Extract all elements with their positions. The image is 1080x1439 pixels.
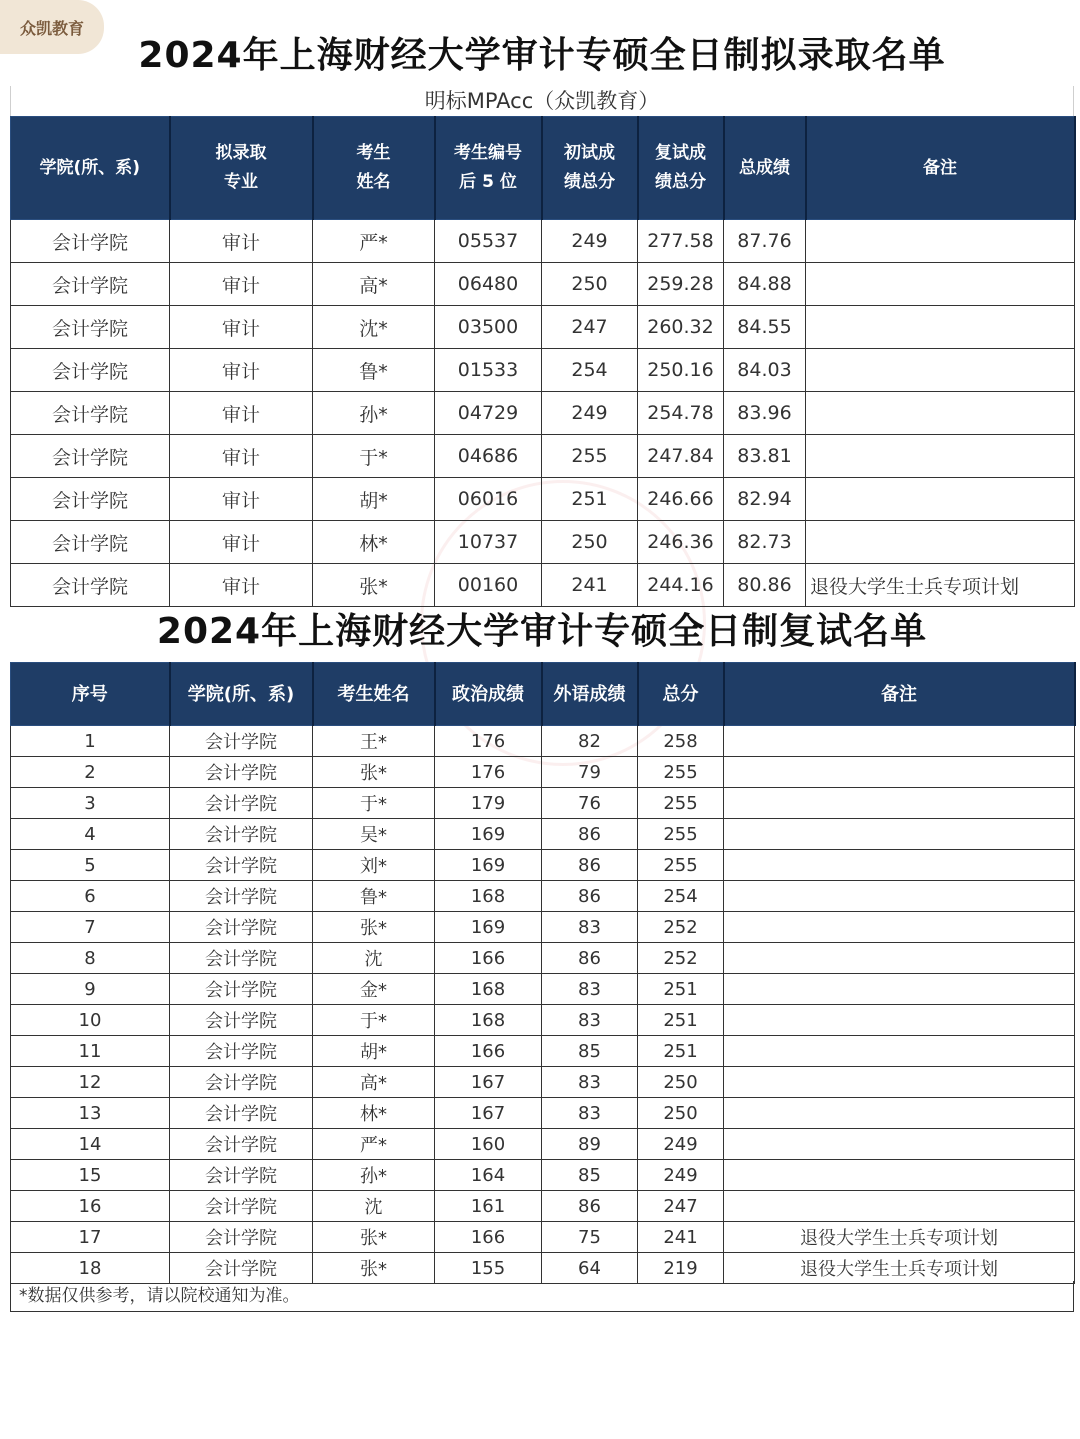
retest-cell: 255: [638, 788, 724, 819]
admission-header-cell: 复试成 绩总分: [638, 117, 724, 220]
admission-cell: 03500: [435, 306, 542, 349]
retest-cell: [724, 943, 1075, 974]
retest-cell: 176: [435, 726, 542, 757]
retest-cell: 会计学院: [170, 1222, 313, 1253]
retest-cell: 250: [638, 1067, 724, 1098]
retest-header-cell: 考生姓名: [313, 663, 435, 726]
retest-cell: 251: [638, 974, 724, 1005]
retest-cell: 166: [435, 1036, 542, 1067]
retest-cell: [724, 881, 1075, 912]
retest-cell: 12: [11, 1067, 170, 1098]
table-row: [11, 819, 1075, 850]
admission-cell: 87.76: [724, 220, 806, 263]
retest-cell: 241: [638, 1222, 724, 1253]
admission-cell: 会计学院: [11, 521, 170, 564]
retest-cell: 林*: [313, 1098, 435, 1129]
retest-cell: 胡*: [313, 1036, 435, 1067]
retest-cell: [724, 1067, 1075, 1098]
admission-cell: 01533: [435, 349, 542, 392]
retest-cell: 82: [542, 726, 638, 757]
table-row: [11, 1098, 1075, 1129]
admission-cell: [806, 306, 1075, 349]
retest-cell: 164: [435, 1160, 542, 1191]
admission-cell: [806, 521, 1075, 564]
admission-header-cell: 初试成 绩总分: [542, 117, 638, 220]
retest-cell: 168: [435, 1005, 542, 1036]
retest-table-header: [11, 663, 1075, 726]
retest-cell: 会计学院: [170, 1005, 313, 1036]
table-row: [11, 850, 1075, 881]
retest-cell: 王*: [313, 726, 435, 757]
retest-cell: 169: [435, 912, 542, 943]
retest-cell: [724, 1036, 1075, 1067]
retest-cell: 会计学院: [170, 1253, 313, 1284]
admission-cell: 10737: [435, 521, 542, 564]
admission-cell: 审计: [170, 349, 313, 392]
retest-cell: 2: [11, 757, 170, 788]
retest-cell: 15: [11, 1160, 170, 1191]
retest-cell: [724, 1129, 1075, 1160]
retest-cell: 11: [11, 1036, 170, 1067]
admission-cell: 审计: [170, 435, 313, 478]
retest-cell: 9: [11, 974, 170, 1005]
table-row: [11, 881, 1075, 912]
admission-cell: 审计: [170, 306, 313, 349]
admission-cell: 250: [542, 521, 638, 564]
retest-cell: 会计学院: [170, 1160, 313, 1191]
table-row: [11, 1129, 1075, 1160]
admission-cell: 会计学院: [11, 349, 170, 392]
source-subtitle: 明标MPAcc（众凯教育）: [10, 86, 1074, 116]
retest-cell: 吴*: [313, 819, 435, 850]
retest-cell: 251: [638, 1036, 724, 1067]
admission-cell: 审计: [170, 564, 313, 607]
admission-cell: 审计: [170, 220, 313, 263]
retest-cell: [724, 819, 1075, 850]
retest-cell: 167: [435, 1098, 542, 1129]
retest-cell: 高*: [313, 1067, 435, 1098]
retest-cell: 会计学院: [170, 974, 313, 1005]
admission-cell: 鲁*: [313, 349, 435, 392]
admission-cell: 259.28: [638, 263, 724, 306]
retest-cell: 会计学院: [170, 1067, 313, 1098]
retest-cell: 75: [542, 1222, 638, 1253]
admission-cell: 246.66: [638, 478, 724, 521]
retest-cell: [724, 757, 1075, 788]
retest-cell: 18: [11, 1253, 170, 1284]
retest-cell: 13: [11, 1098, 170, 1129]
table-row: [11, 306, 1075, 349]
admission-cell: 06016: [435, 478, 542, 521]
admission-cell: 张*: [313, 564, 435, 607]
retest-cell: 86: [542, 819, 638, 850]
table-row: [11, 349, 1075, 392]
admission-cell: 82.94: [724, 478, 806, 521]
retest-cell: 83: [542, 974, 638, 1005]
retest-cell: 张*: [313, 1222, 435, 1253]
retest-cell: 1: [11, 726, 170, 757]
table-row: [11, 726, 1075, 757]
retest-cell: 251: [638, 1005, 724, 1036]
retest-cell: 79: [542, 757, 638, 788]
retest-cell: 会计学院: [170, 1129, 313, 1160]
retest-cell: 刘*: [313, 850, 435, 881]
retest-cell: 167: [435, 1067, 542, 1098]
admission-cell: 260.32: [638, 306, 724, 349]
admission-cell: 孙*: [313, 392, 435, 435]
retest-cell: [724, 1191, 1075, 1222]
retest-table: [10, 662, 1076, 1284]
retest-cell: 83: [542, 1005, 638, 1036]
retest-cell: 64: [542, 1253, 638, 1284]
table-row: [11, 1005, 1075, 1036]
retest-cell: 86: [542, 1191, 638, 1222]
admission-cell: 277.58: [638, 220, 724, 263]
admission-cell: 246.36: [638, 521, 724, 564]
retest-cell: 会计学院: [170, 943, 313, 974]
retest-cell: 83: [542, 912, 638, 943]
retest-cell: 17: [11, 1222, 170, 1253]
retest-cell: [724, 726, 1075, 757]
retest-cell: 255: [638, 819, 724, 850]
admission-list-title: 2024年上海财经大学审计专硕全日制拟录取名单: [138, 35, 946, 76]
retest-cell: 5: [11, 850, 170, 881]
retest-cell: 7: [11, 912, 170, 943]
retest-cell: 张*: [313, 1253, 435, 1284]
retest-cell: 169: [435, 850, 542, 881]
retest-cell: 255: [638, 757, 724, 788]
admission-cell: 沈*: [313, 306, 435, 349]
retest-cell: 会计学院: [170, 1191, 313, 1222]
admission-cell: 于*: [313, 435, 435, 478]
retest-header-cell: 序号: [11, 663, 170, 726]
admission-header-cell: 备注: [806, 117, 1075, 220]
retest-cell: 6: [11, 881, 170, 912]
retest-cell: [724, 850, 1075, 881]
admission-cell: 241: [542, 564, 638, 607]
retest-cell: [724, 912, 1075, 943]
retest-cell: 于*: [313, 788, 435, 819]
retest-cell: 219: [638, 1253, 724, 1284]
retest-cell: 10: [11, 1005, 170, 1036]
admission-table: [10, 116, 1076, 607]
retest-cell: 168: [435, 974, 542, 1005]
admission-cell: 会计学院: [11, 220, 170, 263]
retest-cell: 250: [638, 1098, 724, 1129]
admission-cell: [806, 263, 1075, 306]
retest-cell: 会计学院: [170, 726, 313, 757]
admission-cell: 83.81: [724, 435, 806, 478]
admission-cell: 严*: [313, 220, 435, 263]
footnote: *数据仅供参考，请以院校通知为准。: [10, 1281, 1074, 1312]
admission-cell: 审计: [170, 392, 313, 435]
admission-cell: 会计学院: [11, 564, 170, 607]
retest-cell: 沈: [313, 943, 435, 974]
retest-cell: 85: [542, 1160, 638, 1191]
retest-cell: 于*: [313, 1005, 435, 1036]
retest-cell: [724, 1098, 1075, 1129]
brand-watermark-tag: 众凯教育: [0, 0, 104, 54]
retest-cell: 16: [11, 1191, 170, 1222]
retest-cell: 249: [638, 1129, 724, 1160]
admission-cell: 审计: [170, 263, 313, 306]
retest-cell: 孙*: [313, 1160, 435, 1191]
admission-cell: 82.73: [724, 521, 806, 564]
retest-cell: 160: [435, 1129, 542, 1160]
admission-header-cell: 学院(所、系): [11, 117, 170, 220]
retest-cell: 3: [11, 788, 170, 819]
admission-cell: 林*: [313, 521, 435, 564]
admission-cell: [806, 392, 1075, 435]
admission-cell: 会计学院: [11, 478, 170, 521]
retest-cell: 会计学院: [170, 1036, 313, 1067]
retest-cell: 86: [542, 881, 638, 912]
table-row: [11, 521, 1075, 564]
retest-cell: 鲁*: [313, 881, 435, 912]
retest-cell: 会计学院: [170, 912, 313, 943]
retest-cell: 张*: [313, 757, 435, 788]
retest-header-cell: 政治成绩: [435, 663, 542, 726]
table-row: [11, 1191, 1075, 1222]
retest-cell: 255: [638, 850, 724, 881]
retest-cell: 退役大学生士兵专项计划: [724, 1253, 1075, 1284]
admission-cell: 254: [542, 349, 638, 392]
admission-cell: 06480: [435, 263, 542, 306]
admission-cell: 84.55: [724, 306, 806, 349]
retest-cell: [724, 1160, 1075, 1191]
retest-cell: 86: [542, 943, 638, 974]
table-row: [11, 478, 1075, 521]
retest-cell: 85: [542, 1036, 638, 1067]
retest-cell: 83: [542, 1098, 638, 1129]
retest-cell: 166: [435, 1222, 542, 1253]
admission-cell: [806, 478, 1075, 521]
admission-cell: 84.88: [724, 263, 806, 306]
admission-header-cell: 考生编号 后 5 位: [435, 117, 542, 220]
admission-cell: 247: [542, 306, 638, 349]
admission-cell: 249: [542, 392, 638, 435]
retest-cell: 252: [638, 912, 724, 943]
table-row: [11, 788, 1075, 819]
retest-cell: 89: [542, 1129, 638, 1160]
retest-cell: 金*: [313, 974, 435, 1005]
admission-cell: 退役大学生士兵专项计划: [806, 564, 1075, 607]
retest-cell: 会计学院: [170, 850, 313, 881]
retest-cell: 8: [11, 943, 170, 974]
admission-cell: 会计学院: [11, 306, 170, 349]
retest-header-cell: 总分: [638, 663, 724, 726]
admission-cell: 会计学院: [11, 435, 170, 478]
admission-table-header: [11, 117, 1075, 220]
table-row: [11, 263, 1075, 306]
admission-cell: 249: [542, 220, 638, 263]
retest-cell: 76: [542, 788, 638, 819]
retest-cell: 252: [638, 943, 724, 974]
admission-header-cell: 考生 姓名: [313, 117, 435, 220]
table-row: [11, 943, 1075, 974]
table-row: [11, 912, 1075, 943]
retest-cell: 168: [435, 881, 542, 912]
retest-cell: 沈: [313, 1191, 435, 1222]
admission-cell: 04729: [435, 392, 542, 435]
table-row: [11, 1160, 1075, 1191]
retest-cell: 179: [435, 788, 542, 819]
retest-cell: 严*: [313, 1129, 435, 1160]
admission-cell: [806, 435, 1075, 478]
retest-cell: 166: [435, 943, 542, 974]
admission-cell: 05537: [435, 220, 542, 263]
retest-cell: 169: [435, 819, 542, 850]
retest-cell: 张*: [313, 912, 435, 943]
admission-cell: 胡*: [313, 478, 435, 521]
retest-cell: 4: [11, 819, 170, 850]
admission-cell: 255: [542, 435, 638, 478]
admission-cell: 高*: [313, 263, 435, 306]
table-row: [11, 220, 1075, 263]
retest-cell: [724, 788, 1075, 819]
table-row: [11, 392, 1075, 435]
retest-cell: 176: [435, 757, 542, 788]
retest-cell: [724, 974, 1075, 1005]
table-row: [11, 564, 1075, 607]
admission-cell: 00160: [435, 564, 542, 607]
admission-cell: 会计学院: [11, 263, 170, 306]
admission-cell: 254.78: [638, 392, 724, 435]
table-row: [11, 435, 1075, 478]
retest-cell: 258: [638, 726, 724, 757]
admission-cell: [806, 220, 1075, 263]
admission-cell: 会计学院: [11, 392, 170, 435]
retest-cell: 86: [542, 850, 638, 881]
table-row: [11, 1067, 1075, 1098]
retest-cell: 254: [638, 881, 724, 912]
retest-cell: 247: [638, 1191, 724, 1222]
retest-list-title: 2024年上海财经大学审计专硕全日制复试名单: [156, 611, 928, 652]
admission-cell: 84.03: [724, 349, 806, 392]
retest-cell: 会计学院: [170, 1098, 313, 1129]
admission-cell: 251: [542, 478, 638, 521]
retest-cell: 14: [11, 1129, 170, 1160]
admission-cell: [806, 349, 1075, 392]
admission-cell: 审计: [170, 478, 313, 521]
retest-cell: 155: [435, 1253, 542, 1284]
table-row: [11, 1253, 1075, 1284]
table-row: [11, 1036, 1075, 1067]
admission-header-cell: 总成绩: [724, 117, 806, 220]
retest-cell: 83: [542, 1067, 638, 1098]
admission-cell: 247.84: [638, 435, 724, 478]
retest-cell: 249: [638, 1160, 724, 1191]
admission-cell: 250: [542, 263, 638, 306]
retest-header-cell: 备注: [724, 663, 1075, 726]
admission-cell: 04686: [435, 435, 542, 478]
retest-header-cell: 外语成绩: [542, 663, 638, 726]
retest-cell: 会计学院: [170, 881, 313, 912]
retest-cell: 161: [435, 1191, 542, 1222]
admission-cell: 80.86: [724, 564, 806, 607]
admission-cell: 审计: [170, 521, 313, 564]
admission-cell: 83.96: [724, 392, 806, 435]
retest-cell: 退役大学生士兵专项计划: [724, 1222, 1075, 1253]
admission-header-cell: 拟录取 专业: [170, 117, 313, 220]
retest-header-cell: 学院(所、系): [170, 663, 313, 726]
table-row: [11, 1222, 1075, 1253]
table-row: [11, 974, 1075, 1005]
retest-cell: 会计学院: [170, 788, 313, 819]
admission-cell: 250.16: [638, 349, 724, 392]
table-row: [11, 757, 1075, 788]
admission-cell: 244.16: [638, 564, 724, 607]
retest-cell: 会计学院: [170, 757, 313, 788]
retest-cell: [724, 1005, 1075, 1036]
retest-cell: 会计学院: [170, 819, 313, 850]
